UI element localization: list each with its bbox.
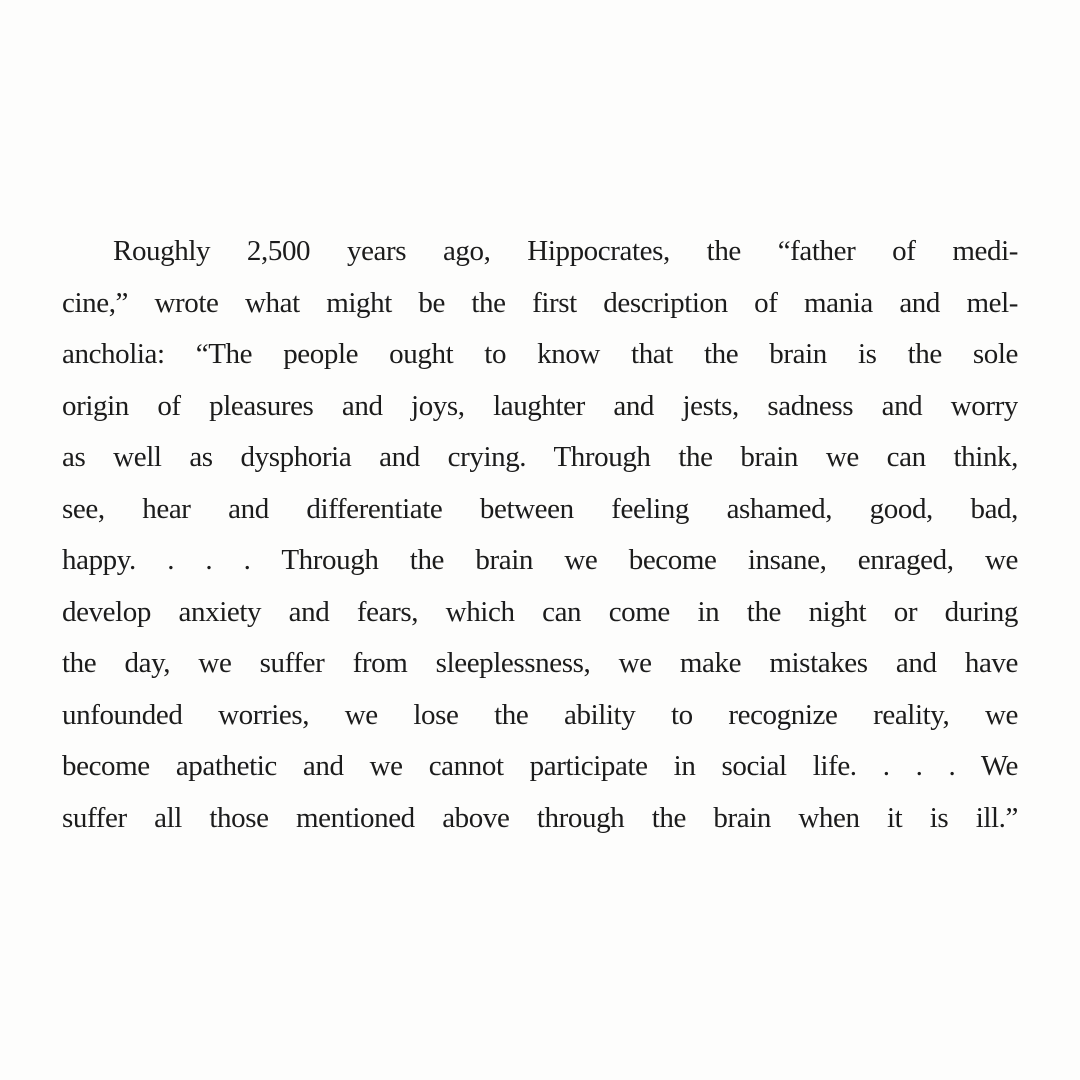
body-paragraph	[62, 226, 1018, 844]
text-line: see, hear and differentiate between feeling ashamed, good, bad,	[62, 492, 1018, 525]
text-line: become apathetic and we cannot participate in social life. . . . We	[62, 750, 1018, 782]
text-line: suffer all those mentioned above through the brain when it is ill.”	[62, 801, 1018, 834]
text-line: cine,” wrote what might be the first description of mania and mel-	[62, 286, 1018, 319]
text-line: Roughly 2,500 years ago, Hippocrates, the “father of medi-	[113, 235, 1018, 267]
text-line: origin of pleasures and joys, laughter and jests, sadness and worry	[62, 389, 1018, 422]
text-line: happy. . . . Through the brain we become insane, enraged, we	[62, 544, 1018, 576]
text-line: develop anxiety and fears, which can come in the night or during	[62, 595, 1018, 628]
text-line: unfounded worries, we lose the ability to recognize reality, we	[62, 698, 1018, 731]
text-line: as well as dysphoria and crying. Through the brain we can think,	[62, 441, 1018, 473]
text-line: ancholia: “The people ought to know that the brain is the sole	[62, 338, 1018, 370]
text-line: the day, we suffer from sleeplessness, we make mistakes and have	[62, 647, 1018, 679]
